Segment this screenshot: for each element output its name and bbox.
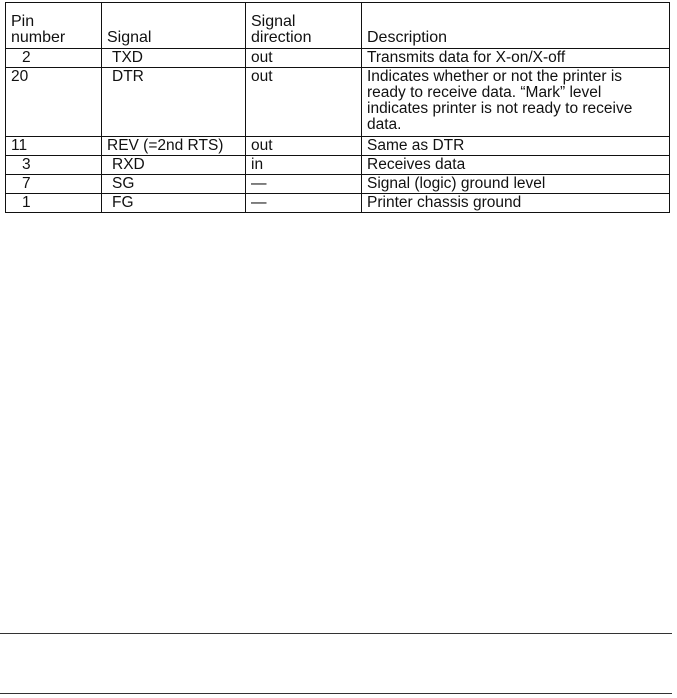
table-row <box>6 68 670 137</box>
signal-cell: SG <box>102 175 246 194</box>
table-row <box>6 194 670 213</box>
direction-cell: out <box>246 137 362 156</box>
signal-cell: REV (=2nd RTS) <box>102 137 246 156</box>
signal-cell: TXD <box>102 49 246 68</box>
pin-cell: 11 <box>6 137 102 156</box>
direction-cell: in <box>246 156 362 175</box>
description-cell: Signal (logic) ground level <box>362 175 670 194</box>
header-signal <box>102 3 246 49</box>
table-header-row <box>6 3 670 49</box>
direction-cell: — <box>246 194 362 213</box>
signal-cell: FG <box>102 194 246 213</box>
header-pin-number <box>6 3 102 49</box>
table-row <box>6 175 670 194</box>
table-row <box>6 156 670 175</box>
pin-assignment-table <box>5 2 670 213</box>
direction-cell: — <box>246 175 362 194</box>
description-cell: Receives data <box>362 156 670 175</box>
table-row <box>6 137 670 156</box>
pin-cell: 20 <box>6 68 102 137</box>
header-signal-direction <box>246 3 362 49</box>
header-pin-line1: Pin <box>11 13 35 30</box>
signal-cell: DTR <box>102 68 246 137</box>
header-direction-line2: direction <box>251 29 312 46</box>
direction-cell: out <box>246 49 362 68</box>
description-cell: Printer chassis ground <box>362 194 670 213</box>
description-cell: Indicates whether or not the printer is ready to receive data. “Mark” level indicates printer is not ready to receive data. <box>362 68 670 137</box>
direction-cell: out <box>246 68 362 137</box>
header-signal-label: Signal <box>107 29 152 46</box>
header-description-label: Description <box>367 29 448 46</box>
table-row <box>6 49 670 68</box>
description-cell: Same as DTR <box>362 137 670 156</box>
header-description <box>362 3 670 49</box>
pin-cell: 7 <box>6 175 102 194</box>
page-rule-lower <box>0 693 672 694</box>
page-rule-upper <box>0 633 672 634</box>
header-pin-line2: number <box>11 29 66 46</box>
pin-cell: 3 <box>6 156 102 175</box>
pin-cell: 2 <box>6 49 102 68</box>
description-cell: Transmits data for X-on/X-off <box>362 49 670 68</box>
signal-cell: RXD <box>102 156 246 175</box>
header-direction-line1: Signal <box>251 13 296 30</box>
pin-cell: 1 <box>6 194 102 213</box>
